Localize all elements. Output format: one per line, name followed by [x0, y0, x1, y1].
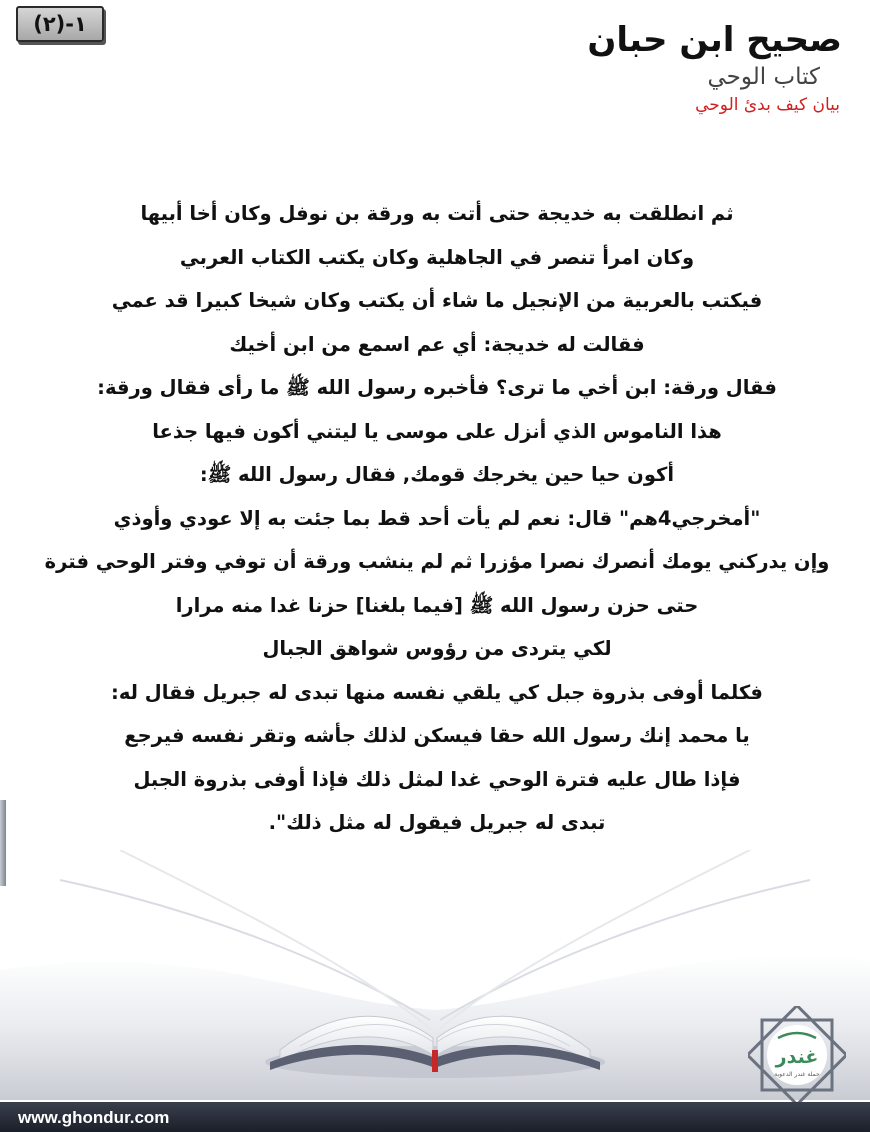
- text-line: لكي يتردى من رؤوس شواهق الجبال: [262, 637, 612, 660]
- chapter-title: كتاب الوحي: [707, 64, 820, 90]
- text-line: أكون حيا حين يخرجك قومك, فقال رسول الله ﷺ:: [199, 463, 675, 486]
- section-title: بيان كيف بدئ الوحي: [695, 95, 840, 115]
- text-line: حتى حزن رسول الله ﷺ [فيما بلغنا] حزنا غدا منه مرارا: [175, 593, 699, 617]
- text-line: يا محمد إنك رسول الله حقا فيسكن لذلك جأشه وتقر نفسه فيرجع: [124, 724, 750, 747]
- text-line: فقالت له خديجة: أي عم اسمع من ابن أخيك: [229, 332, 645, 356]
- logo-name: غندر: [775, 1046, 819, 1068]
- text-line: ثم انطلقت به خديجة حتى أتت به ورقة بن نوفل وكان أخا أبيها: [140, 202, 734, 225]
- text-line: هذا الناموس الذي أنزل على موسى يا ليتني أكون فيها جذعا: [152, 419, 722, 443]
- text-line: وإن يدركني يومك أنصرك نصرا مؤزرا ثم لم ينشب ورقة أن توفي وفتر الوحي فترة: [44, 550, 830, 573]
- page-number-badge: ١-(٢): [16, 6, 104, 42]
- website-link[interactable]: www.ghondur.com: [18, 1108, 170, 1127]
- text-line: تبدى له جبريل فيقول له مثل ذلك".: [268, 811, 606, 834]
- text-line: فإذا طال عليه فترة الوحي غدا لمثل ذلك فإذا أوفى بذروة الجبل: [133, 767, 741, 791]
- text-line: "أمخرجي4هم" قال: نعم لم يأت أحد قط بما جئت به إلا عودي وأوذي: [113, 506, 761, 530]
- page-header: [587, 18, 842, 118]
- logo-tagline: حملة غندر الدعوية: [774, 1071, 820, 1078]
- book-title: صحيح ابن حبان: [587, 20, 842, 60]
- text-line: فيكتب بالعربية من الإنجيل ما شاء أن يكتب وكان شيخا كبيرا قد عمي: [111, 289, 763, 312]
- text-line: فقال ورقة: ابن أخي ما ترى؟ فأخبره رسول الله ﷺ ما رأى فقال ورقة:: [97, 376, 777, 399]
- open-book-illustration: [0, 850, 870, 1100]
- hadith-text: [10, 192, 864, 845]
- text-line: وكان امرأ تنصر في الجاهلية وكان يكتب الكتاب العربي: [179, 245, 695, 269]
- text-line: فكلما أوفى بذروة جبل كي يلقي نفسه منها تبدى له جبريل فقال له:: [111, 680, 763, 704]
- ghondur-logo: [748, 1006, 846, 1104]
